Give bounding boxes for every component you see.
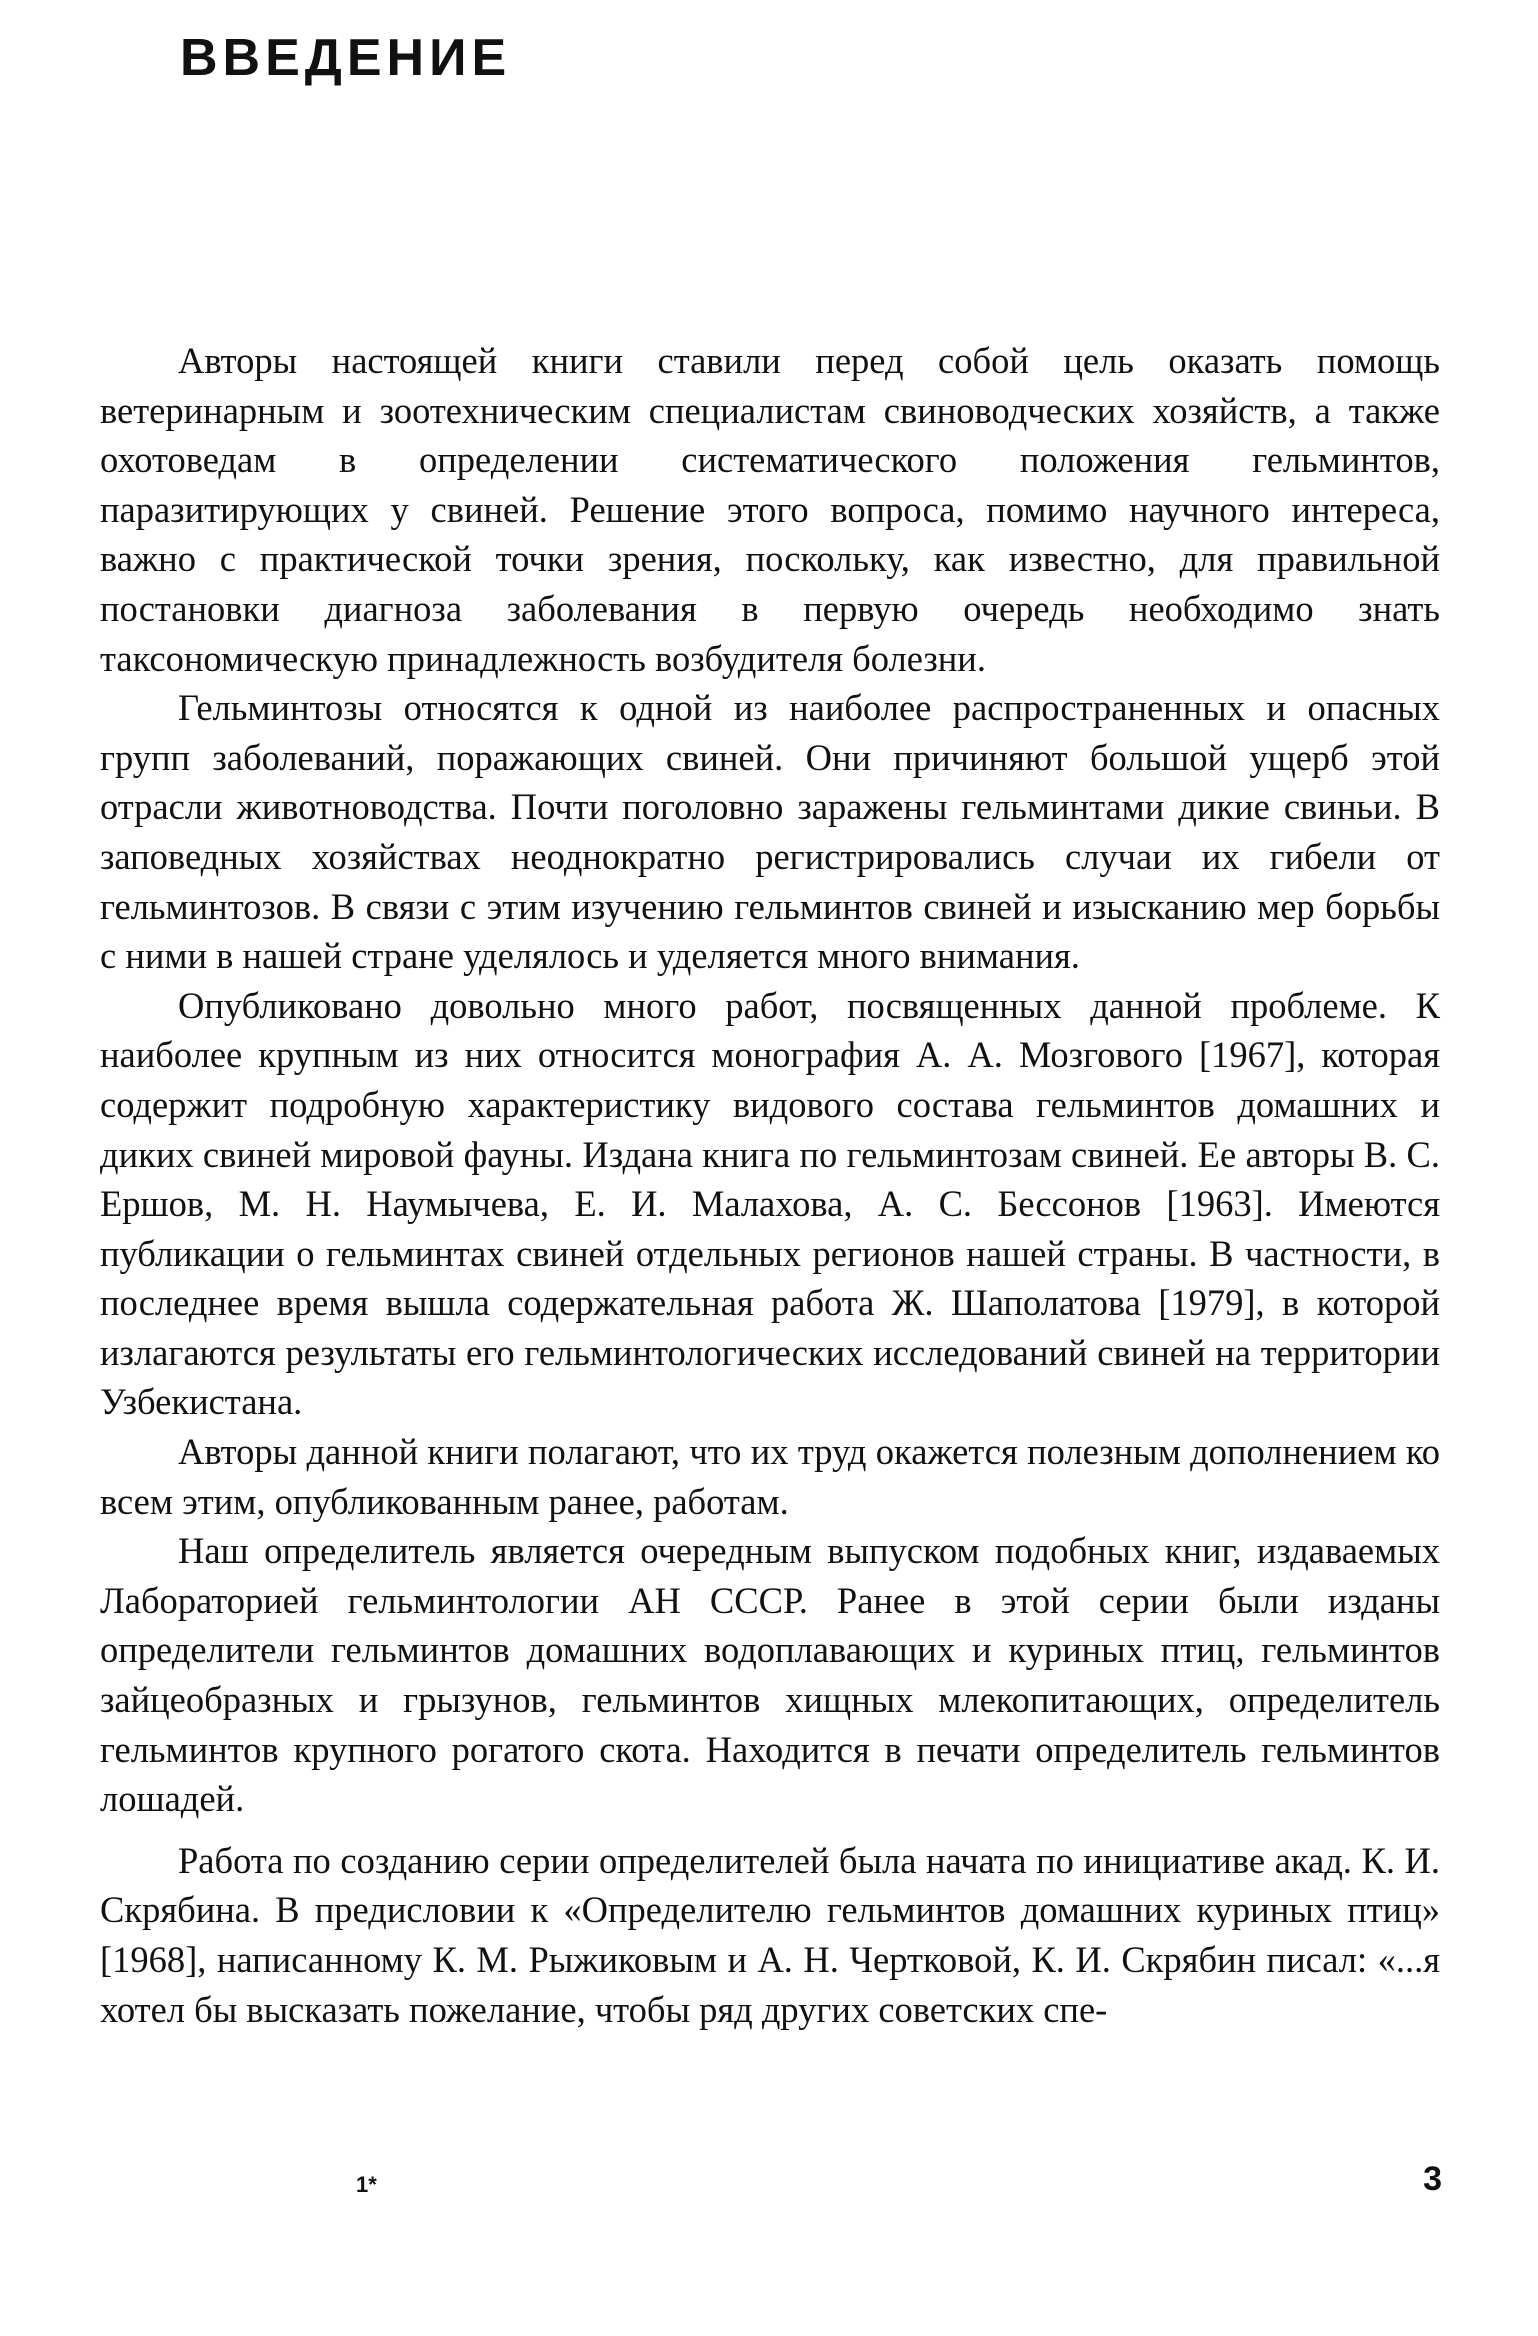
signature-mark: 1* [356, 2172, 377, 2197]
chapter-heading: ВВЕДЕНИЕ [180, 29, 512, 87]
paragraph-2: Гельминтозы относятся к одной из наиболее распространенных и опасных групп заболеваний, поражающих свиней. Они причиняют большой ущерб этой отрасли животноводства. Почти поголовно заражены гельминтами дикие свиньи. В заповедных хозяйствах неоднократно регистрировались случаи их гибели от гельминтозов. В связи с этим изучению гельминтов свиней и изысканию мер борьбы с ними в нашей стране уделялось и уделяется много внимания. [100, 687, 1440, 977]
paragraph-5: Наш определитель является очередным выпуском подобных книг, издаваемых Лабораторией гельминтологии АН СССР. Ранее в этой серии были изданы определители гельминтов домашних водоплавающих и куриных птиц, гельминтов зайцеобразных и грызунов, гельминтов хищных млекопитающих, определитель гельминтов крупного рогатого скота. Находится в печати определитель гельминтов лошадей. [100, 1530, 1440, 1820]
paragraph-3: Опубликовано довольно много работ, посвященных данной проблеме. К наиболее крупным из них относится монография А. А. Мозгового [1967], которая содержит подробную характеристику видового состава гельминтов домашних и диких свиней мировой фауны. Издана книга по гельминтозам свиней. Ее авторы В. С. Ершов, М. Н. Наумычева, Е. И. Малахова, А. С. Бессонов [1963]. Имеются публикации о гельминтах свиней отдельных регионов нашей страны. В частности, в последнее время вышла содержательная работа Ж. Шаполатова [1979], в которой излагаются результаты его гельминтологических исследований свиней на территории Узбекистана. [100, 984, 1440, 1423]
body-text [100, 336, 1440, 2034]
paragraph-6: Работа по созданию серии определителей была начата по инициативе акад. К. И. Скрябина. В предисловии к «Определителю гельминтов домашних куриных птиц» [1968], написанному К. М. Рыжиковым и А. Н. Чертковой, К. И. Скрябин писал: «...я хотел бы высказать пожелание, чтобы ряд других советских спе- [100, 1839, 1440, 2030]
paragraph-4: Авторы данной книги полагают, что их труд окажется полезным дополнением ко всем этим, опубликованным ранее, работам. [100, 1431, 1440, 1522]
paragraph-1: Авторы настоящей книги ставили перед собой цель оказать помощь ветеринарным и зоотехническим специалистам свиноводческих хозяйств, а также охотоведам в определении систематического положения гельминтов, паразитирующих у свиней. Решение этого вопроса, помимо научного интереса, важно с практической точки зрения, поскольку, как известно, для правильной постановки диагноза заболевания в первую очередь необходимо знать таксономическую принадлежность возбудителя болезни. [100, 340, 1440, 679]
page-number: 3 [1423, 2160, 1442, 2198]
